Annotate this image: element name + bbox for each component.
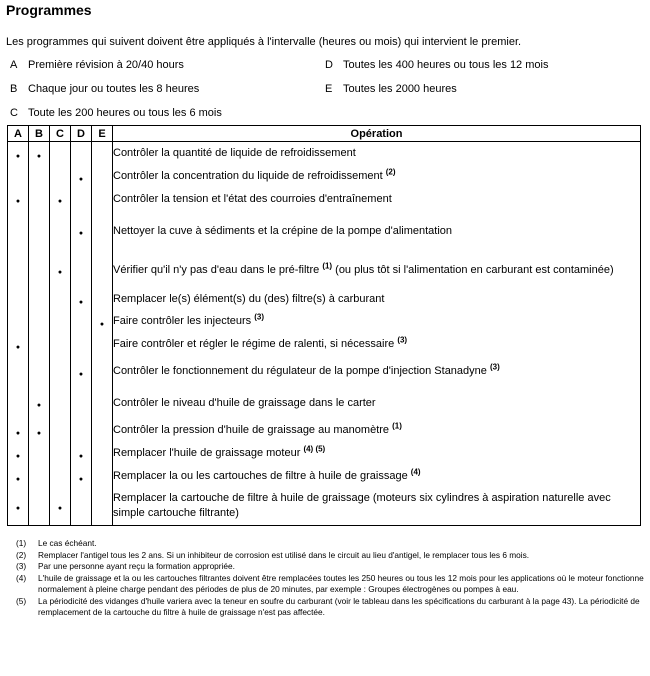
- footnote-ref: (1): [322, 260, 333, 270]
- footnote-key: (3): [16, 561, 27, 571]
- footnote: [16, 596, 646, 619]
- operation-cell: [113, 488, 641, 526]
- footnote: [16, 561, 646, 573]
- footnote-ref: (4): [410, 467, 421, 477]
- interval-cell: [8, 188, 29, 211]
- operation-cell: [113, 289, 641, 311]
- table-row: [8, 387, 641, 420]
- page-title: Programmes: [6, 2, 92, 18]
- bullet-icon: ●: [57, 505, 63, 513]
- header-a: A: [8, 126, 29, 142]
- interval-cell: [50, 289, 71, 311]
- operation-text: Vérifier qu'il n'y pas d'eau dans le pré-filtre: [113, 263, 320, 276]
- header-d: D: [71, 126, 92, 142]
- interval-cell: [92, 357, 113, 387]
- footnote-key: (1): [16, 538, 27, 548]
- interval-cell: [92, 466, 113, 488]
- operation-cell: [113, 252, 641, 289]
- footnote-key: (4): [16, 572, 27, 583]
- interval-cell: [29, 289, 50, 311]
- interval-cell: [29, 420, 50, 442]
- legend-text: Toutes les 2000 heures: [343, 83, 457, 95]
- footnote-ref: (3): [397, 335, 408, 345]
- interval-cell: [50, 488, 71, 526]
- interval-cell: [50, 188, 71, 211]
- bullet-icon: ●: [15, 198, 21, 205]
- legend-text: Première révision à 20/40 hours: [28, 59, 184, 71]
- legend-key: B: [10, 83, 18, 95]
- bullet-icon: ●: [15, 152, 21, 160]
- interval-cell: [29, 357, 50, 387]
- interval-cell: [92, 252, 113, 289]
- header-b: B: [29, 126, 50, 142]
- interval-cell: [50, 211, 71, 252]
- interval-cell: [71, 420, 92, 442]
- bullet-icon: ●: [15, 452, 21, 460]
- interval-cell: [92, 488, 113, 526]
- interval-cell: [29, 466, 50, 488]
- legend-item-c: [10, 107, 222, 119]
- legend-key: E: [325, 83, 333, 95]
- interval-cell: [92, 211, 113, 252]
- interval-cell: [29, 166, 50, 188]
- bullet-icon: ●: [36, 152, 42, 160]
- legend-text: Chaque jour ou toutes les 8 heures: [28, 83, 200, 95]
- table-row: [8, 188, 641, 211]
- interval-cell: [8, 166, 29, 188]
- legend-item-e: [325, 83, 457, 95]
- interval-cell: [50, 142, 71, 166]
- table-row: [8, 289, 641, 311]
- footnote-text: Par une personne ayant reçu la formation appropriée.: [38, 561, 235, 571]
- operation-cell: [113, 466, 641, 488]
- operation-cell: [113, 311, 641, 333]
- operation-text: Contrôler le fonctionnement du régulateur de la pompe d'injection Stanadyne: [113, 365, 487, 377]
- interval-cell: [8, 289, 29, 311]
- table-row: [8, 333, 641, 357]
- footnote-ref: (2): [385, 167, 396, 177]
- legend-key: D: [325, 59, 333, 71]
- operation-cell: [113, 333, 641, 357]
- interval-cell: [8, 211, 29, 252]
- legend-text: Toute les 200 heures ou tous les 6 mois: [28, 107, 222, 119]
- interval-cell: [71, 289, 92, 311]
- footnote-ref: (3): [254, 312, 265, 322]
- header-e: E: [92, 126, 113, 142]
- bullet-icon: ●: [78, 475, 84, 483]
- interval-cell: [71, 142, 92, 166]
- interval-cell: [71, 357, 92, 387]
- operation-text: Faire contrôler et régler le régime de ralenti, si nécessaire: [113, 338, 395, 350]
- interval-cell: [50, 252, 71, 289]
- footnote-text: L'huile de graissage et la ou les cartouches filtrantes doivent être remplacées toutes les 250 heures ou tous les 12 mois pour les applications où le moteur fonctionne normalement à pleine charge pendant des périodes de plus de 20 minutes, par exemple : Groupes électrogènes ou pompes à eau.: [38, 572, 644, 594]
- interval-cell: [29, 387, 50, 420]
- legend-key: C: [10, 107, 18, 119]
- footnote-text: Remplacer l'antigel tous les 2 ans. Si un inhibiteur de corrosion est utilisé dans le circuit au lieu d'antigel, le remplacer tous les 6 mois.: [38, 549, 530, 560]
- bullet-icon: ●: [57, 269, 63, 276]
- interval-cell: [8, 357, 29, 387]
- table-row: [8, 357, 641, 387]
- operation-text: Contrôler la tension et l'état des courroies d'entraînement: [113, 192, 392, 205]
- interval-cell: [71, 252, 92, 289]
- interval-cell: [92, 420, 113, 442]
- header-c: C: [50, 126, 71, 142]
- table-row: [8, 442, 641, 466]
- bullet-icon: ●: [15, 505, 21, 513]
- interval-cell: [92, 166, 113, 188]
- interval-cell: [29, 211, 50, 252]
- interval-cell: [92, 188, 113, 211]
- interval-cell: [29, 142, 50, 166]
- interval-cell: [50, 442, 71, 466]
- interval-cell: [29, 188, 50, 211]
- interval-cell: [92, 289, 113, 311]
- interval-cell: [8, 466, 29, 488]
- operation-text: Remplacer la ou les cartouches de filtre à huile de graissage: [113, 470, 408, 482]
- footnote: [16, 573, 646, 596]
- legend-text: Toutes les 400 heures ou tous les 12 mois: [343, 59, 549, 71]
- table-row: [8, 166, 641, 188]
- operation-text: Contrôler la pression d'huile de graissage au manomètre: [113, 424, 390, 436]
- bullet-icon: ●: [78, 175, 84, 183]
- bullet-icon: ●: [36, 402, 42, 409]
- interval-cell: [92, 387, 113, 420]
- operation-cell: [113, 142, 641, 166]
- interval-cell: [71, 311, 92, 333]
- interval-cell: [8, 488, 29, 526]
- bullet-icon: ●: [99, 320, 105, 328]
- table-row: [8, 311, 641, 333]
- operation-text: Faire contrôler les injecteurs: [113, 315, 252, 327]
- operation-text: Nettoyer la cuve à sédiments et la crépine de la pompe d'alimentation: [113, 224, 453, 237]
- legend-item-b: [10, 83, 199, 95]
- operation-text-continued: (ou plus tôt si l'alimentation en carburant est contaminée): [335, 263, 614, 276]
- legend-item-d: [325, 59, 548, 71]
- interval-cell: [92, 333, 113, 357]
- interval-cell: [50, 387, 71, 420]
- interval-cell: [8, 311, 29, 333]
- table-row: [8, 420, 641, 442]
- interval-cell: [71, 333, 92, 357]
- interval-cell: [29, 252, 50, 289]
- bullet-icon: ●: [15, 343, 21, 351]
- interval-cell: [8, 387, 29, 420]
- interval-cell: [92, 142, 113, 166]
- operation-cell: [113, 420, 641, 442]
- interval-cell: [8, 333, 29, 357]
- bullet-icon: ●: [15, 429, 21, 437]
- footnote-ref: (3): [489, 362, 500, 372]
- interval-cell: [29, 333, 50, 357]
- interval-cell: [50, 333, 71, 357]
- interval-cell: [71, 466, 92, 488]
- interval-cell: [50, 466, 71, 488]
- interval-cell: [8, 252, 29, 289]
- footnote: [16, 550, 646, 562]
- intro-text: Les programmes qui suivent doivent être appliqués à l'intervalle (heures ou mois) qui intervient le premier.: [6, 36, 522, 48]
- interval-cell: [50, 311, 71, 333]
- table-row: [8, 142, 641, 166]
- footnote-ref: (1): [392, 421, 402, 431]
- maintenance-table: [7, 125, 641, 526]
- interval-cell: [92, 442, 113, 466]
- operation-cell: [113, 442, 641, 466]
- operation-text: Contrôler le niveau d'huile de graissage dans le carter: [113, 396, 376, 409]
- footnote-ref: (4) (5): [303, 444, 326, 454]
- interval-cell: [29, 311, 50, 333]
- table-header-row: [8, 126, 641, 142]
- interval-cell: [29, 442, 50, 466]
- table-row: [8, 211, 641, 252]
- operation-cell: [113, 357, 641, 387]
- operation-text: Contrôler la quantité de liquide de refroidissement: [113, 147, 356, 160]
- interval-cell: [29, 488, 50, 526]
- operation-text: Remplacer l'huile de graissage moteur: [113, 447, 301, 459]
- interval-cell: [8, 142, 29, 166]
- footnote-text: La périodicité des vidanges d'huile variera avec la teneur en soufre du carburant (voir le tableau dans les spécifications du carburant à la page 43). La périodicité de remplacement de la cartouche du filtre à huile de graissage n'est pas affectée.: [38, 595, 640, 617]
- footnote: [16, 538, 646, 550]
- interval-cell: [71, 188, 92, 211]
- bullet-icon: ●: [78, 298, 84, 306]
- interval-cell: [8, 442, 29, 466]
- interval-cell: [71, 387, 92, 420]
- operation-cell: [113, 211, 641, 252]
- interval-cell: [50, 420, 71, 442]
- footnote-key: (2): [16, 549, 27, 560]
- footnotes: [16, 538, 646, 619]
- header-operation: Opération: [113, 126, 641, 142]
- legend-item-a: [10, 59, 184, 71]
- legend-key: A: [10, 59, 18, 71]
- bullet-icon: ●: [78, 230, 84, 237]
- operation-text: Contrôler la concentration du liquide de refroidissement: [113, 170, 383, 182]
- table-row: [8, 252, 641, 289]
- operation-text: Remplacer le(s) élément(s) du (des) filtre(s) à carburant: [113, 293, 385, 305]
- bullet-icon: ●: [36, 429, 42, 437]
- table-row: [8, 488, 641, 526]
- footnote-text: Le cas échéant.: [38, 538, 97, 548]
- interval-cell: [71, 166, 92, 188]
- bullet-icon: ●: [15, 475, 21, 483]
- operation-cell: [113, 188, 641, 211]
- operation-cell: [113, 387, 641, 420]
- interval-cell: [92, 311, 113, 333]
- operation-cell: [113, 166, 641, 188]
- bullet-icon: ●: [78, 370, 84, 378]
- table-row: [8, 466, 641, 488]
- interval-cell: [50, 357, 71, 387]
- bullet-icon: ●: [78, 452, 84, 460]
- interval-cell: [71, 211, 92, 252]
- interval-cell: [71, 488, 92, 526]
- interval-cell: [50, 166, 71, 188]
- bullet-icon: ●: [57, 198, 63, 205]
- interval-cell: [8, 420, 29, 442]
- operation-text: Remplacer la cartouche de filtre à huile de graissage (moteurs six cylindres à aspiration naturelle avec simple cartouche filtrante): [113, 492, 611, 520]
- interval-cell: [71, 442, 92, 466]
- footnote-key: (5): [16, 595, 27, 606]
